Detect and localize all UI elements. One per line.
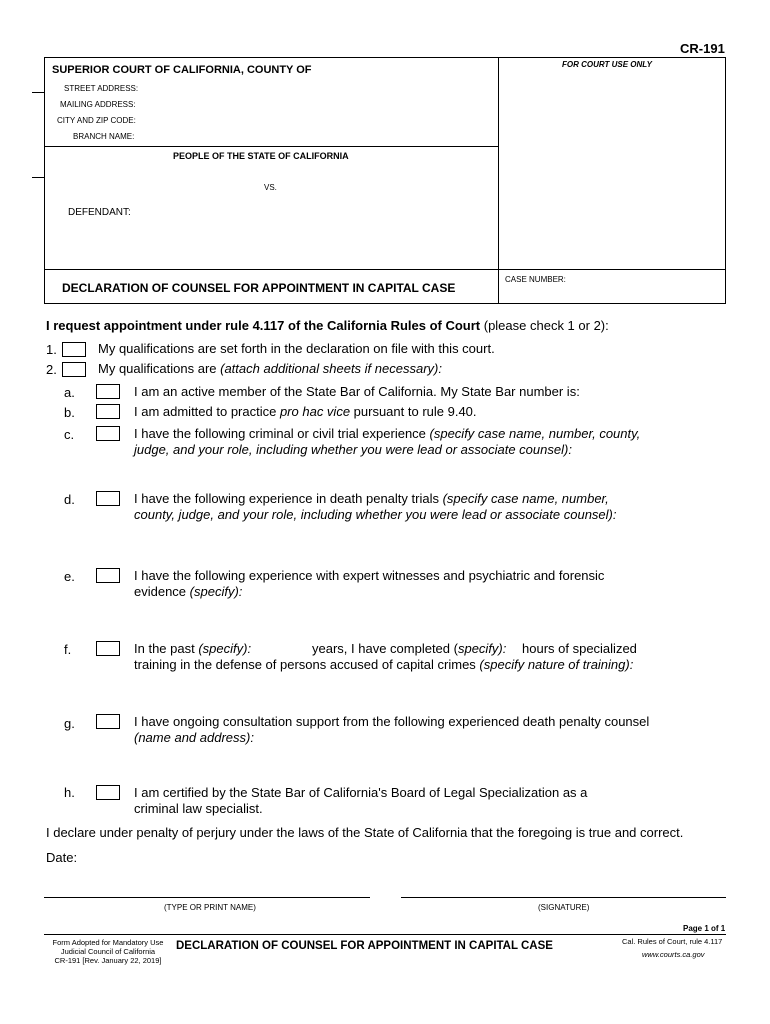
item-c-line2: judge, and your role, including whether you were lead or associate counsel):	[134, 442, 572, 457]
item-d-line1-text: I have the following experience in death penalty trials	[134, 491, 443, 506]
mailing-address-label: MAILING ADDRESS:	[60, 100, 136, 109]
item-f-part2	[312, 641, 506, 656]
vs-label: VS.	[264, 183, 277, 192]
date-label: Date:	[46, 850, 78, 865]
footer-rule	[44, 934, 726, 935]
defendant-label: DEFENDANT:	[68, 207, 131, 218]
header-divider-2	[44, 269, 726, 270]
people-label: PEOPLE OF THE STATE OF CALIFORNIA	[173, 151, 349, 161]
item-a-text: I am an active member of the State Bar of California. My State Bar number is:	[134, 384, 580, 399]
court-use-label: FOR COURT USE ONLY	[562, 60, 652, 69]
item-b-checkbox[interactable]	[96, 404, 120, 419]
item-h-letter: h.	[64, 785, 75, 800]
item-a-letter: a.	[64, 385, 75, 400]
item-f-part3: hours of specialized	[522, 641, 637, 656]
option-1-number: 1.	[46, 342, 57, 357]
item-f-part1-italic: (specify):	[198, 641, 252, 656]
item-b-letter: b.	[64, 405, 75, 420]
item-d-line1	[134, 491, 609, 506]
item-b-text-pre: I am admitted to practice	[134, 404, 280, 419]
item-a-checkbox[interactable]	[96, 384, 120, 399]
item-d-line1-italic: (specify case name, number,	[442, 491, 609, 506]
header-tick-2	[32, 177, 44, 178]
adopted-line-1: Form Adopted for Mandatory Use	[52, 938, 164, 947]
adopted-line-2: Judicial Council of California	[60, 947, 156, 956]
court-title: SUPERIOR COURT OF CALIFORNIA, COUNTY OF	[52, 64, 312, 76]
request-line	[46, 318, 609, 333]
header-divider-vertical	[498, 57, 499, 304]
city-zip-label: CITY AND ZIP CODE:	[57, 116, 136, 125]
item-f-line2	[134, 657, 633, 672]
request-bold: I request appointment under rule 4.117 of the California Rules of Court	[46, 318, 481, 333]
option-1-checkbox[interactable]	[62, 342, 86, 357]
item-f-part2-italic: specify):	[457, 641, 507, 656]
street-address-label: STREET ADDRESS:	[64, 84, 139, 93]
item-c-line1	[134, 426, 640, 441]
item-g-line2: (name and address):	[134, 730, 254, 745]
adopted-block	[44, 938, 172, 965]
item-e-checkbox[interactable]	[96, 568, 120, 583]
item-g-line1: I have ongoing consultation support from the following experienced death penalty counsel	[134, 714, 650, 729]
footer-website[interactable]: www.courts.ca.gov	[642, 950, 705, 959]
form-title: DECLARATION OF COUNSEL FOR APPOINTMENT IN CAPITAL CASE	[62, 281, 456, 295]
adopted-line-3: CR-191 [Rev. January 22, 2019]	[54, 956, 162, 965]
item-e-line2-italic: (specify):	[189, 584, 243, 599]
item-b-text-post: pursuant to rule 9.40.	[350, 404, 477, 419]
footer-title: DECLARATION OF COUNSEL FOR APPOINTMENT IN CAPITAL CASE	[176, 940, 553, 952]
option-2-text-italic: (attach additional sheets if necessary):	[220, 361, 442, 376]
header-divider-1	[44, 146, 499, 147]
form-number: CR-191	[680, 41, 725, 56]
item-f-part2-text: years, I have completed (	[312, 641, 458, 656]
option-2-text-main: My qualifications are	[98, 361, 221, 376]
item-e-line1: I have the following experience with expert witnesses and psychiatric and forensic	[134, 568, 605, 583]
item-d-checkbox[interactable]	[96, 491, 120, 506]
item-d-line2: county, judge, and your role, including whether you were lead or associate counsel):	[134, 507, 617, 522]
item-h-line2: criminal law specialist.	[134, 801, 263, 816]
option-2-number: 2.	[46, 362, 57, 377]
item-d-letter: d.	[64, 492, 75, 507]
item-e-line2-text: evidence	[134, 584, 190, 599]
item-f-line2-text: training in the defense of persons accused of capital crimes	[134, 657, 480, 672]
option-2-checkbox[interactable]	[62, 362, 86, 377]
signature-line[interactable]	[401, 897, 726, 898]
header-box	[44, 57, 726, 304]
item-f-checkbox[interactable]	[96, 641, 120, 656]
case-number-label: CASE NUMBER:	[505, 275, 566, 284]
page-number: Page 1 of 1	[683, 924, 726, 933]
item-b-text-italic: pro hac vice	[279, 404, 351, 419]
header-tick-1	[32, 92, 44, 93]
item-f-part1	[134, 641, 251, 656]
signature-caption: (SIGNATURE)	[538, 903, 590, 912]
item-c-letter: c.	[64, 427, 75, 442]
item-g-letter: g.	[64, 716, 75, 731]
item-c-checkbox[interactable]	[96, 426, 120, 441]
declaration-text: I declare under penalty of perjury under the laws of the State of California that the foregoing is true and correct.	[46, 825, 684, 840]
name-caption: (TYPE OR PRINT NAME)	[164, 903, 256, 912]
option-2-text	[98, 361, 442, 376]
item-e-letter: e.	[64, 569, 75, 584]
item-f-letter: f.	[64, 642, 72, 657]
item-c-line1-text: I have the following criminal or civil trial experience	[134, 426, 430, 441]
item-h-checkbox[interactable]	[96, 785, 120, 800]
item-b-text	[134, 404, 477, 419]
item-h-line1: I am certified by the State Bar of California's Board of Legal Specialization as a	[134, 785, 588, 800]
branch-name-label: BRANCH NAME:	[73, 132, 135, 141]
item-c-line1-italic: (specify case name, number, county,	[429, 426, 641, 441]
item-g-checkbox[interactable]	[96, 714, 120, 729]
item-f-part1-text: In the past	[134, 641, 199, 656]
item-f-line2-italic: (specify nature of training):	[479, 657, 634, 672]
option-1-text: My qualifications are set forth in the declaration on file with this court.	[98, 341, 495, 356]
footer-rule-citation: Cal. Rules of Court, rule 4.117	[622, 937, 723, 946]
name-line[interactable]	[44, 897, 370, 898]
request-rest: (please check 1 or 2):	[480, 318, 609, 333]
item-e-line2	[134, 584, 242, 599]
